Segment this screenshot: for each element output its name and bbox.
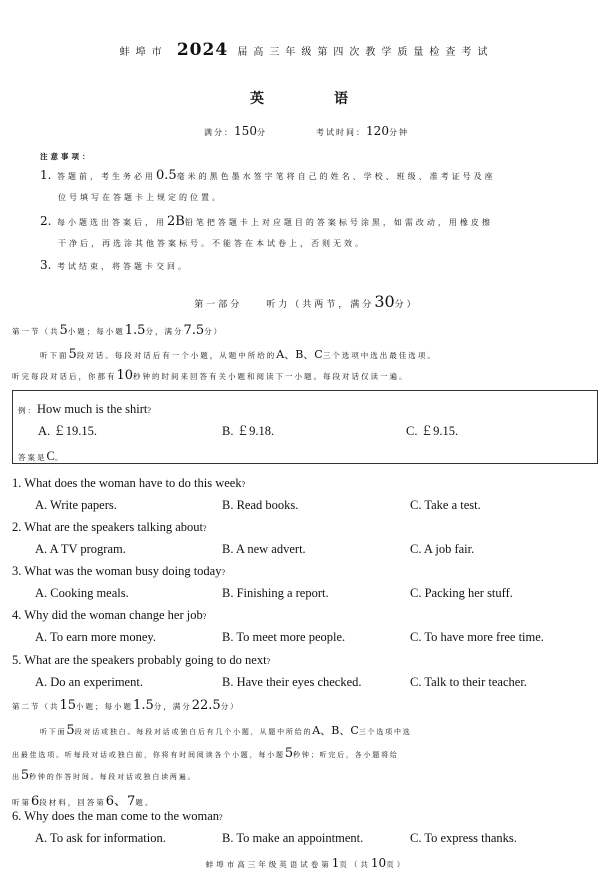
question-2-option-b: B. A new advert.: [222, 542, 306, 556]
example-question: [18, 398, 151, 417]
score-label: 满分：: [204, 128, 235, 137]
section1-label: [12, 323, 223, 338]
time-value: 120: [366, 124, 389, 138]
question-mark: ?: [219, 813, 223, 822]
footer-page: 1: [331, 856, 340, 870]
question-1-option-b: B. Read books.: [222, 498, 299, 512]
question-mark: ?: [266, 657, 271, 666]
question-5-option-b: B. Have their eyes checked.: [222, 675, 362, 689]
section1-label-text: 第一节（共: [12, 327, 60, 336]
footer-text: 蚌埠市高三年级英语试卷第: [205, 860, 332, 869]
instr-text: 听完每段对话后，你都有: [12, 372, 117, 381]
section1-total: 7.5: [183, 323, 205, 338]
instr-num: 5: [284, 746, 294, 761]
instr-text: 秒钟；听完后，各小题将给: [293, 751, 399, 759]
question-mark: ?: [241, 480, 246, 489]
section2-count: 15: [59, 698, 77, 713]
example-option-a: A. ￡19.15.: [38, 424, 98, 438]
time-label: 考试时间：: [316, 128, 367, 137]
footer-text: 页）: [386, 860, 408, 869]
notice-item-number: 1.: [40, 168, 52, 182]
question-1: [12, 476, 245, 491]
question-6-option-a: A. To ask for information.: [35, 831, 166, 845]
instr-text: 听下面: [40, 728, 67, 736]
notice-item-value: 2B: [167, 214, 185, 229]
time-unit: 分钟: [388, 128, 409, 137]
notice-title: 注意事项：: [40, 152, 93, 161]
example-label: 例：: [18, 406, 37, 415]
question-number: 4.: [12, 608, 22, 622]
question-text: Why did the woman change her job: [24, 608, 203, 622]
instr-text: 出: [12, 773, 21, 781]
exam-year: 2024: [176, 40, 229, 60]
instr-text: 段对话。每段对话后有一个小题，从题中所给的: [76, 351, 277, 360]
question-text: What are the speakers talking about: [24, 520, 204, 534]
section2-label: [12, 698, 240, 713]
notice-item-text: 每小题选出答案后，用: [57, 218, 167, 227]
instr-text: 听第: [12, 798, 31, 807]
example-answer: [18, 445, 64, 464]
instr-num: 5: [68, 347, 77, 362]
question-text: What was the woman busy doing today: [24, 564, 222, 578]
part1-title: [0, 292, 613, 311]
question-4-option-a: A. To earn more money.: [35, 630, 156, 644]
question-text: What are the speakers probably going to do next: [24, 653, 267, 667]
question-mark: ?: [221, 568, 226, 577]
question-1-option-a: A. Write papers.: [35, 498, 117, 512]
instr-text: 出最佳选项。听每段对话或独白前，你将有时间阅读各个小题，每小题: [12, 751, 285, 759]
notice-item-value: 0.5: [156, 168, 177, 183]
part1-title-text: 第一部分 听力（共两节，满分: [194, 300, 375, 310]
answer-period: 。: [54, 453, 65, 462]
question-5-option-a: A. Do an experiment.: [35, 675, 143, 689]
instr-abc: A、B、C: [312, 724, 359, 737]
question-1-option-c: C. Take a test.: [410, 498, 481, 512]
section1-count: 5: [59, 323, 68, 338]
notice-item-number: 2.: [40, 214, 52, 228]
section1-label-text: 小题；每小题: [67, 327, 125, 336]
section1-label-text: 分，满分: [145, 327, 184, 336]
question-mark: ?: [203, 524, 207, 533]
example-question-text: How much is the shirt: [37, 402, 148, 416]
section2-sub-instruction: [12, 790, 154, 809]
subject-char-2: 语: [334, 91, 348, 107]
instr-text: 段材料，回答第: [39, 798, 106, 807]
section1-label-text: 分）: [204, 327, 224, 336]
example-question-mark: ?: [147, 406, 151, 415]
section1-instruction-1: [40, 346, 437, 362]
notice-item-number: 3.: [40, 258, 52, 272]
instr-num: 5: [20, 768, 30, 783]
notice-item-1: [40, 168, 496, 183]
notice-item-text: 毫米的黑色墨水签字笔将自己的姓名、学校、班级、准考证号及座: [176, 172, 496, 181]
exam-title: [0, 40, 613, 60]
instr-text: 三个选项中选: [358, 728, 412, 736]
part1-total: 30: [374, 292, 395, 311]
section2-per: 1.5: [133, 698, 154, 713]
question-2-option-a: A. A TV program.: [35, 542, 126, 556]
notice-item-text: 铅笔把答题卡上对应题目的答案标号涂黑，如需改动，用橡皮擦: [184, 218, 493, 227]
subject-title: [250, 88, 348, 108]
question-2: [12, 520, 207, 535]
instr-text: 段对话或独白。每段对话或独白后有几个小题，从题中所给的: [74, 728, 313, 736]
part1-title-end: 分）: [394, 300, 419, 310]
notice-item-2-line2: 干净后，再选涂其他答案标号。不能答在本试卷上，否则无效。: [58, 239, 366, 248]
question-3: [12, 564, 225, 579]
instr-text: 听下面: [40, 351, 69, 360]
question-4-option-b: B. To meet more people.: [222, 630, 346, 644]
instr-num: 6: [31, 794, 40, 809]
question-4-option-c: C. To have more free time.: [410, 630, 544, 644]
instr-text: 秒钟的时间来回答有关小题和阅读下一小题。每段对话仅读一遍。: [133, 372, 409, 381]
section2-instruction-1: [40, 722, 412, 738]
instr-range: 6、7: [105, 794, 136, 809]
exam-title-suffix: 届高三年级第四次教学质量检查考试: [237, 47, 494, 58]
subject-char-1: 英: [250, 91, 264, 107]
question-6-option-c: C. To express thanks.: [410, 831, 517, 845]
footer-text: 页（共: [339, 860, 371, 869]
instr-text: 题。: [135, 798, 155, 807]
instr-text: 秒钟的作答时间。每段对话或独白读两遍。: [29, 773, 197, 781]
instr-abc: A、B、C: [276, 348, 323, 361]
question-5: [12, 653, 270, 668]
question-6: [12, 809, 223, 824]
question-number: 1.: [12, 476, 22, 490]
section2-label-text: 分，满分: [153, 702, 192, 711]
notice-item-1-line2: 位号填写在答题卡上规定的位置。: [58, 193, 223, 202]
question-number: 6.: [12, 809, 22, 823]
question-mark: ?: [202, 612, 207, 621]
instr-num: 5: [66, 723, 75, 738]
score-unit: 分: [256, 128, 267, 137]
instr-text: 三个选项中选出最佳选项。: [322, 351, 437, 360]
section2-instruction-3: [12, 768, 196, 783]
section2-label-text: 第二节（共: [12, 702, 60, 711]
section2-total: 22.5: [191, 698, 221, 713]
section2-instruction-2: [12, 746, 399, 761]
question-number: 2.: [12, 520, 22, 534]
notice-item-text: 考试结束，将答题卡交回。: [57, 262, 189, 271]
section2-label-text: 小题；每小题: [76, 702, 134, 711]
question-2-option-c: C. A job fair.: [410, 542, 475, 556]
question-number: 3.: [12, 564, 22, 578]
section1-instruction-2: [12, 368, 409, 383]
section2-label-text: 分）: [220, 702, 240, 711]
score-value: 150: [234, 124, 257, 138]
question-6-option-b: B. To make an appointment.: [222, 831, 364, 845]
page-footer: [0, 856, 613, 870]
notice-item-3: [40, 258, 189, 272]
question-number: 5.: [12, 653, 22, 667]
question-3-option-a: A. Cooking meals.: [35, 586, 129, 600]
question-text: Why does the man come to the woman: [24, 809, 220, 823]
answer-label: 答案是: [18, 453, 47, 462]
footer-total: 10: [370, 856, 387, 870]
example-option-b: B. ￡9.18.: [222, 424, 275, 438]
example-option-c: C. ￡9.15.: [406, 424, 459, 438]
instr-num: 10: [116, 368, 134, 383]
section1-per: 1.5: [124, 323, 146, 338]
answer-value: C: [46, 449, 55, 463]
question-4: [12, 608, 206, 623]
question-3-option-c: C. Packing her stuff.: [410, 586, 513, 600]
exam-title-prefix: 蚌埠市: [119, 47, 168, 58]
question-5-option-c: C. Talk to their teacher.: [410, 675, 527, 689]
question-text: What does the woman have to do this week: [24, 476, 242, 490]
notice-item-text: 答题前，考生务必用: [57, 172, 156, 181]
notice-item-2: [40, 214, 493, 229]
question-3-option-b: B. Finishing a report.: [222, 586, 329, 600]
score-time-line: [0, 124, 613, 138]
